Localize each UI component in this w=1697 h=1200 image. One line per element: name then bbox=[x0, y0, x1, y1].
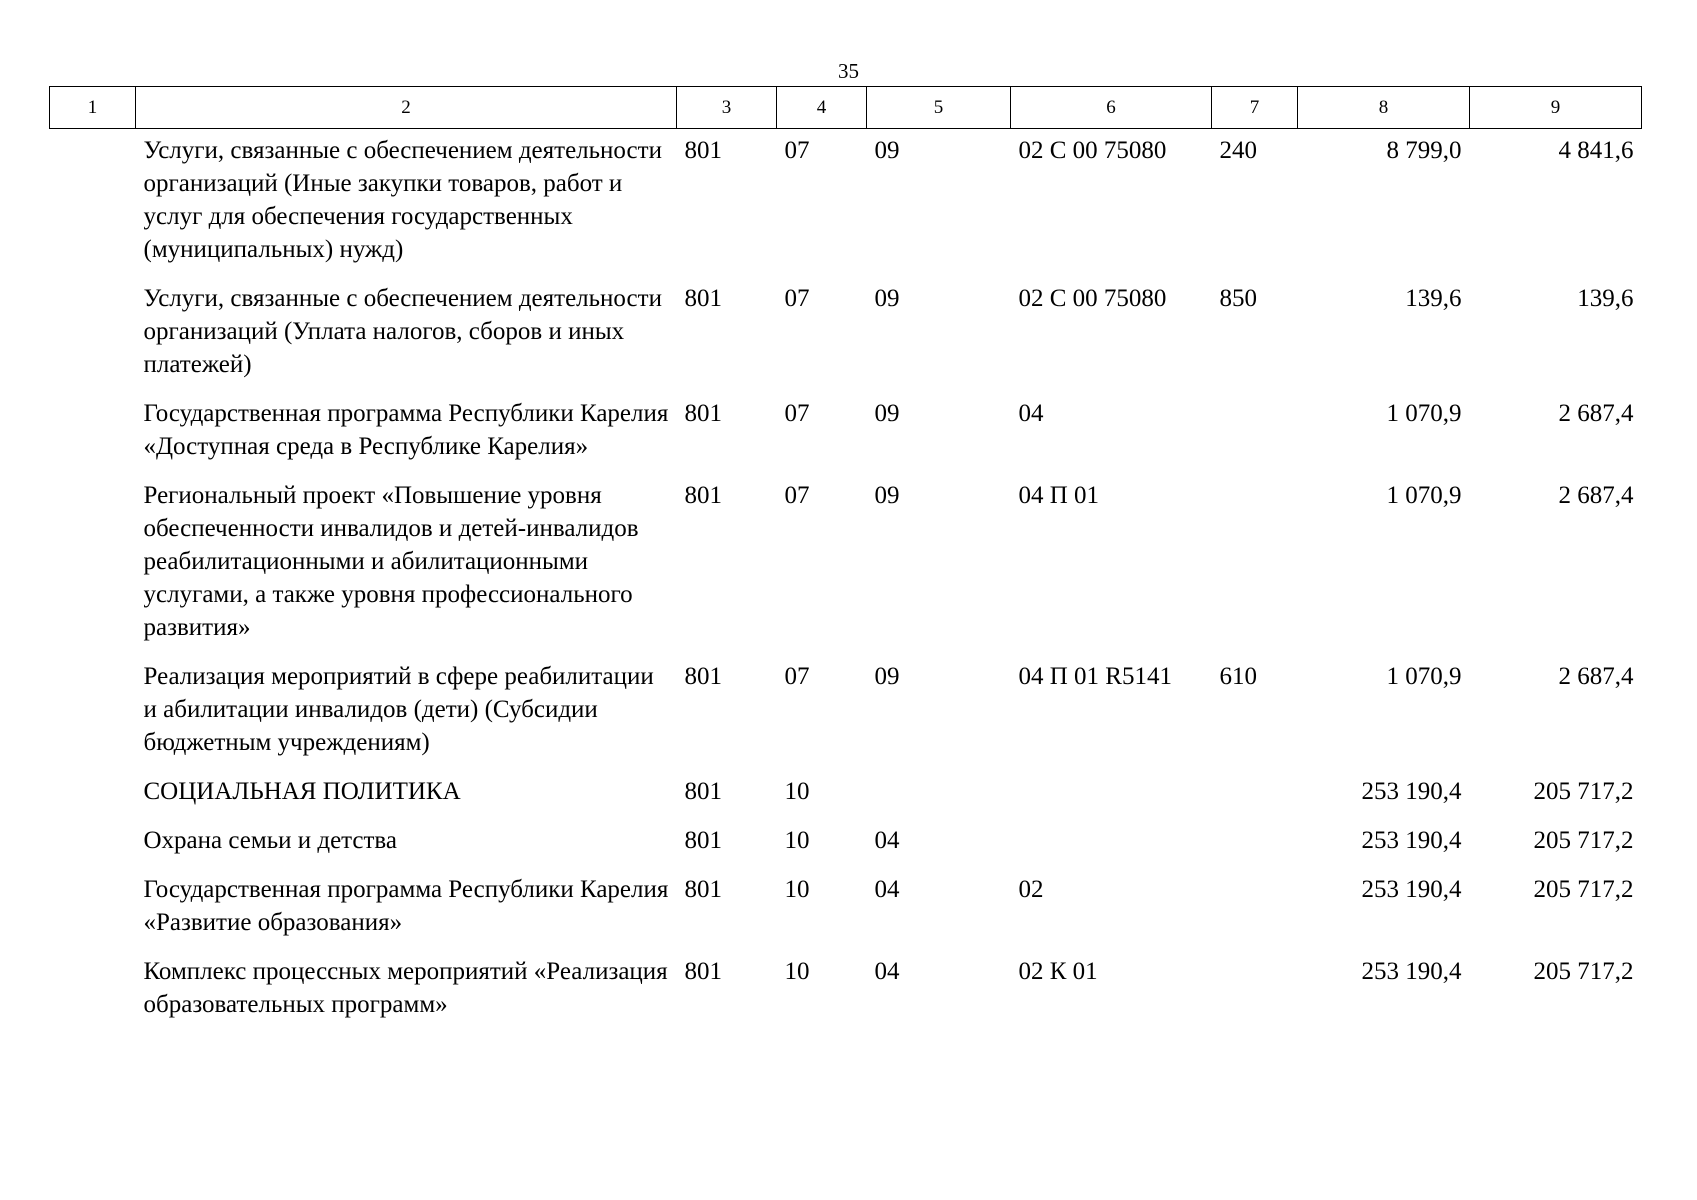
cell-section: 10 bbox=[784, 876, 810, 903]
header-col-3: 3 bbox=[677, 87, 777, 129]
cell-subsection: 04 bbox=[874, 958, 900, 985]
cell-target-article bbox=[1011, 775, 1212, 824]
cell-col-1 bbox=[50, 282, 136, 397]
cell-ministry-code: 801 bbox=[684, 827, 722, 854]
cell-amount-col-9: 205 717,2 bbox=[1533, 876, 1634, 903]
cell-amount-col-8: 8 799,0 bbox=[1386, 137, 1462, 164]
cell-subsection bbox=[867, 775, 1011, 824]
header-col-7: 7 bbox=[1212, 87, 1298, 129]
cell-section: 07 bbox=[784, 400, 810, 427]
cell-amount-col-8: 253 190,4 bbox=[1361, 876, 1462, 903]
table-row bbox=[50, 955, 1642, 1037]
column-number-header bbox=[50, 87, 1642, 129]
header-col-9: 9 bbox=[1470, 87, 1642, 129]
cell-col-1 bbox=[50, 479, 136, 660]
cell-target-article: 04 bbox=[1018, 400, 1044, 427]
cell-name: Охрана семьи и детства bbox=[143, 827, 397, 854]
cell-col-1 bbox=[50, 660, 136, 775]
cell-name: Государственная программа Республики Карелия «Развитие образования» bbox=[143, 876, 669, 936]
cell-amount-col-8: 1 070,9 bbox=[1386, 663, 1462, 690]
cell-section: 07 bbox=[784, 285, 810, 312]
cell-section: 07 bbox=[784, 482, 810, 509]
cell-target-article: 02 С 00 75080 bbox=[1018, 285, 1167, 312]
cell-subsection: 04 bbox=[874, 827, 900, 854]
cell-amount-col-9: 2 687,4 bbox=[1558, 663, 1634, 690]
cell-name: Услуги, связанные с обеспечением деятельности организаций (Уплата налогов, сборов и иных платежей) bbox=[143, 285, 662, 378]
cell-section: 10 bbox=[784, 827, 810, 854]
header-col-2: 2 bbox=[136, 87, 677, 129]
table-row bbox=[50, 397, 1642, 479]
cell-name: Государственная программа Республики Карелия «Доступная среда в Республике Карелия» bbox=[143, 400, 669, 460]
table-row bbox=[50, 660, 1642, 775]
cell-subsection: 09 bbox=[874, 285, 900, 312]
cell-subsection: 09 bbox=[874, 137, 900, 164]
budget-table-container bbox=[49, 86, 1641, 1037]
cell-expense-type bbox=[1212, 873, 1298, 955]
cell-amount-col-8: 1 070,9 bbox=[1386, 482, 1462, 509]
header-col-5: 5 bbox=[867, 87, 1011, 129]
cell-col-1 bbox=[50, 775, 136, 824]
header-col-4: 4 bbox=[777, 87, 867, 129]
header-col-8: 8 bbox=[1298, 87, 1470, 129]
cell-ministry-code: 801 bbox=[684, 482, 722, 509]
cell-col-1 bbox=[50, 129, 136, 283]
cell-amount-col-9: 2 687,4 bbox=[1558, 482, 1634, 509]
cell-expense-type bbox=[1212, 479, 1298, 660]
cell-target-article: 04 П 01 R5141 bbox=[1018, 663, 1172, 690]
page-number: 35 bbox=[838, 59, 859, 83]
cell-amount-col-8: 253 190,4 bbox=[1361, 958, 1462, 985]
cell-expense-type bbox=[1212, 775, 1298, 824]
cell-amount-col-9: 2 687,4 bbox=[1558, 400, 1634, 427]
cell-amount-col-9: 205 717,2 bbox=[1533, 778, 1634, 805]
table-row bbox=[50, 824, 1642, 873]
cell-amount-col-8: 1 070,9 bbox=[1386, 400, 1462, 427]
header-col-6: 6 bbox=[1011, 87, 1212, 129]
cell-subsection: 09 bbox=[874, 663, 900, 690]
cell-subsection: 09 bbox=[874, 400, 900, 427]
cell-amount-col-9: 139,6 bbox=[1577, 285, 1634, 312]
cell-ministry-code: 801 bbox=[684, 958, 722, 985]
budget-table bbox=[49, 86, 1642, 1037]
cell-expense-type: 240 bbox=[1219, 137, 1257, 164]
cell-expense-type: 610 bbox=[1219, 663, 1257, 690]
cell-subsection: 04 bbox=[874, 876, 900, 903]
cell-section: 10 bbox=[784, 778, 810, 805]
cell-ministry-code: 801 bbox=[684, 876, 722, 903]
cell-expense-type bbox=[1212, 955, 1298, 1037]
cell-col-1 bbox=[50, 397, 136, 479]
cell-amount-col-9: 205 717,2 bbox=[1533, 958, 1634, 985]
table-row bbox=[50, 282, 1642, 397]
header-col-1: 1 bbox=[50, 87, 136, 129]
cell-amount-col-8: 139,6 bbox=[1405, 285, 1462, 312]
cell-subsection: 09 bbox=[874, 482, 900, 509]
cell-col-1 bbox=[50, 955, 136, 1037]
cell-target-article: 02 К 01 bbox=[1018, 958, 1098, 985]
cell-col-1 bbox=[50, 873, 136, 955]
cell-name: Реализация мероприятий в сфере реабилитации и абилитации инвалидов (дети) (Субсидии бюджетным учреждениям) bbox=[143, 663, 654, 756]
cell-amount-col-9: 205 717,2 bbox=[1533, 827, 1634, 854]
cell-ministry-code: 801 bbox=[684, 663, 722, 690]
cell-amount-col-8: 253 190,4 bbox=[1361, 827, 1462, 854]
cell-expense-type bbox=[1212, 397, 1298, 479]
cell-name: Комплекс процессных мероприятий «Реализация образовательных программ» bbox=[143, 958, 668, 1018]
cell-amount-col-8: 253 190,4 bbox=[1361, 778, 1462, 805]
cell-target-article bbox=[1011, 824, 1212, 873]
cell-target-article: 04 П 01 bbox=[1018, 482, 1100, 509]
cell-col-1 bbox=[50, 824, 136, 873]
cell-target-article: 02 bbox=[1018, 876, 1044, 903]
cell-ministry-code: 801 bbox=[684, 778, 722, 805]
cell-ministry-code: 801 bbox=[684, 137, 722, 164]
table-row bbox=[50, 775, 1642, 824]
cell-target-article: 02 С 00 75080 bbox=[1018, 137, 1167, 164]
cell-name: СОЦИАЛЬНАЯ ПОЛИТИКА bbox=[143, 778, 461, 805]
cell-name: Услуги, связанные с обеспечением деятельности организаций (Иные закупки товаров, работ и услуг для обеспечения государственных (муниципальных) нужд) bbox=[143, 137, 662, 263]
table-row bbox=[50, 129, 1642, 283]
cell-section: 10 bbox=[784, 958, 810, 985]
cell-expense-type: 850 bbox=[1219, 285, 1257, 312]
cell-ministry-code: 801 bbox=[684, 400, 722, 427]
cell-section: 07 bbox=[784, 663, 810, 690]
cell-section: 07 bbox=[784, 137, 810, 164]
cell-expense-type bbox=[1212, 824, 1298, 873]
cell-ministry-code: 801 bbox=[684, 285, 722, 312]
cell-name: Региональный проект «Повышение уровня обеспеченности инвалидов и детей-инвалидов реабилитационными и абилитационными услугами, а также уровня профессионального развития» bbox=[143, 482, 639, 641]
cell-amount-col-9: 4 841,6 bbox=[1558, 137, 1634, 164]
table-body bbox=[50, 129, 1642, 1038]
table-row bbox=[50, 479, 1642, 660]
table-row bbox=[50, 873, 1642, 955]
